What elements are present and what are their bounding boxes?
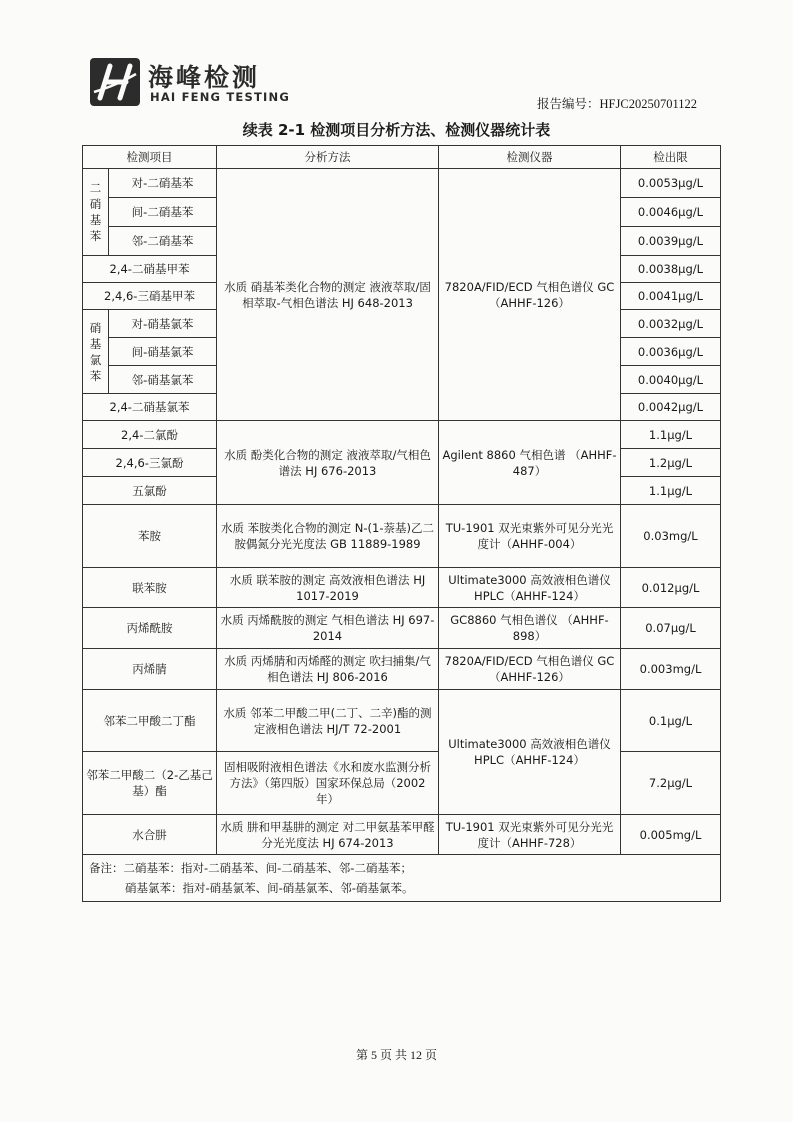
item-cell: 邻-硝基氯苯 bbox=[109, 366, 217, 394]
limit-cell: 1.1μg/L bbox=[621, 421, 721, 449]
limit-cell: 0.0038μg/L bbox=[621, 256, 721, 283]
table-row bbox=[83, 608, 721, 649]
item-cell: 水合肼 bbox=[83, 815, 217, 855]
instrument-cell: Ultimate3000 高效液相色谱仪 HPLC（AHHF-124） bbox=[439, 690, 621, 815]
logo-english-name: HAI FENG TESTING bbox=[150, 90, 290, 104]
item-cell: 2,4-二氯酚 bbox=[83, 421, 217, 449]
note-cell bbox=[83, 855, 721, 902]
note-line-1: 备注：二硝基苯：指对-二硝基苯、间-二硝基苯、邻-二硝基苯； bbox=[89, 861, 412, 875]
item-cell: 对-硝基氯苯 bbox=[109, 310, 217, 338]
instrument-cell: 7820A/FID/ECD 气相色谱仪 GC（AHHF-126） bbox=[439, 649, 621, 690]
group-label-nitrochlorobenzene: 硝 基 氯 苯 bbox=[83, 310, 109, 394]
item-cell: 联苯胺 bbox=[83, 568, 217, 608]
method-instrument-table bbox=[82, 145, 721, 902]
item-cell: 2,4,6-三氯酚 bbox=[83, 449, 217, 477]
item-cell: 2,4-二硝基甲苯 bbox=[83, 256, 217, 283]
table-row bbox=[83, 752, 721, 815]
instrument-cell: TU-1901 双光束紫外可见分光光度计（AHHF-728） bbox=[439, 815, 621, 855]
instrument-cell: Ultimate3000 高效液相色谱仪 HPLC（AHHF-124） bbox=[439, 568, 621, 608]
item-cell: 苯胺 bbox=[83, 505, 217, 568]
table-header-row bbox=[83, 146, 721, 169]
group-label-dinitrobenzene: 二 硝 基 苯 bbox=[83, 169, 109, 256]
instrument-cell: 7820A/FID/ECD 气相色谱仪 GC（AHHF-126） bbox=[439, 169, 621, 421]
limit-cell: 1.2μg/L bbox=[621, 449, 721, 477]
method-cell: 水质 酚类化合物的测定 液液萃取/气相色谱法 HJ 676-2013 bbox=[217, 421, 439, 505]
table-row bbox=[83, 421, 721, 449]
limit-cell: 1.1μg/L bbox=[621, 477, 721, 505]
limit-cell: 0.1μg/L bbox=[621, 690, 721, 752]
limit-cell: 0.0046μg/L bbox=[621, 198, 721, 227]
method-cell: 水质 联苯胺的测定 高效液相色谱法 HJ 1017-2019 bbox=[217, 568, 439, 608]
table-row bbox=[83, 505, 721, 568]
item-cell: 丙烯腈 bbox=[83, 649, 217, 690]
item-cell: 邻苯二甲酸二（2-乙基己基）酯 bbox=[83, 752, 217, 815]
method-cell: 固相吸附液相色谱法《水和废水监测分析方法》（第四版）国家环保总局（2002 年） bbox=[217, 752, 439, 815]
limit-cell: 0.0041μg/L bbox=[621, 283, 721, 310]
table-title: 续表 2-1 检测项目分析方法、检测仪器统计表 bbox=[242, 121, 551, 139]
table-row bbox=[83, 649, 721, 690]
limit-cell: 0.0039μg/L bbox=[621, 227, 721, 256]
item-cell: 对-二硝基苯 bbox=[109, 169, 217, 198]
table-row bbox=[83, 815, 721, 855]
item-cell: 2,4,6-三硝基甲苯 bbox=[83, 283, 217, 310]
logo-chinese-name: 海峰检测 bbox=[148, 63, 261, 92]
item-cell: 间-二硝基苯 bbox=[109, 198, 217, 227]
limit-cell: 0.005mg/L bbox=[621, 815, 721, 855]
method-cell: 水质 肼和甲基肼的测定 对二甲氨基苯甲醛分光光度法 HJ 674-2013 bbox=[217, 815, 439, 855]
limit-cell: 0.03mg/L bbox=[621, 505, 721, 568]
item-cell: 邻-二硝基苯 bbox=[109, 227, 217, 256]
header-method: 分析方法 bbox=[217, 146, 439, 169]
header-limit: 检出限 bbox=[621, 146, 721, 169]
item-cell: 五氯酚 bbox=[83, 477, 217, 505]
method-cell: 水质 邻苯二甲酸二甲(二丁、二辛)酯的测定液相色谱法 HJ/T 72-2001 bbox=[217, 690, 439, 752]
table-row bbox=[83, 568, 721, 608]
limit-cell: 0.0053μg/L bbox=[621, 169, 721, 198]
instrument-cell: Agilent 8860 气相色谱 （AHHF-487） bbox=[439, 421, 621, 505]
item-cell: 间-硝基氯苯 bbox=[109, 338, 217, 366]
note-row bbox=[83, 855, 721, 902]
header-instrument: 检测仪器 bbox=[439, 146, 621, 169]
limit-cell: 0.0042μg/L bbox=[621, 394, 721, 421]
instrument-cell: GC8860 气相色谱仪 （AHHF-898） bbox=[439, 608, 621, 649]
page-number: 第 5 页 共 12 页 bbox=[355, 1048, 437, 1062]
note-line-2: 硝基氯苯：指对-硝基氯苯、间-硝基氯苯、邻-硝基氯苯。 bbox=[125, 881, 414, 895]
limit-cell: 0.003mg/L bbox=[621, 649, 721, 690]
limit-cell: 0.0040μg/L bbox=[621, 366, 721, 394]
item-cell: 丙烯酰胺 bbox=[83, 608, 217, 649]
method-cell: 水质 苯胺类化合物的测定 N-(1-萘基)乙二胺偶氮分光光度法 GB 11889-1989 bbox=[217, 505, 439, 568]
logo-mark-icon bbox=[88, 56, 142, 108]
table-row bbox=[83, 169, 721, 198]
header-item: 检测项目 bbox=[83, 146, 217, 169]
limit-cell: 0.07μg/L bbox=[621, 608, 721, 649]
method-cell: 水质 硝基苯类化合物的测定 液液萃取/固相萃取-气相色谱法 HJ 648-2013 bbox=[217, 169, 439, 421]
limit-cell: 0.0032μg/L bbox=[621, 310, 721, 338]
table-row bbox=[83, 690, 721, 752]
method-cell: 水质 丙烯酰胺的测定 气相色谱法 HJ 697-2014 bbox=[217, 608, 439, 649]
limit-cell: 0.0036μg/L bbox=[621, 338, 721, 366]
limit-cell: 0.012μg/L bbox=[621, 568, 721, 608]
report-number: 报告编号：HFJC20250701122 bbox=[537, 97, 697, 111]
method-cell: 水质 丙烯腈和丙烯醛的测定 吹扫捕集/气相色谱法 HJ 806-2016 bbox=[217, 649, 439, 690]
instrument-cell: TU-1901 双光束紫外可见分光光度计（AHHF-004） bbox=[439, 505, 621, 568]
limit-cell: 7.2μg/L bbox=[621, 752, 721, 815]
item-cell: 2,4-二硝基氯苯 bbox=[83, 394, 217, 421]
item-cell: 邻苯二甲酸二丁酯 bbox=[83, 690, 217, 752]
